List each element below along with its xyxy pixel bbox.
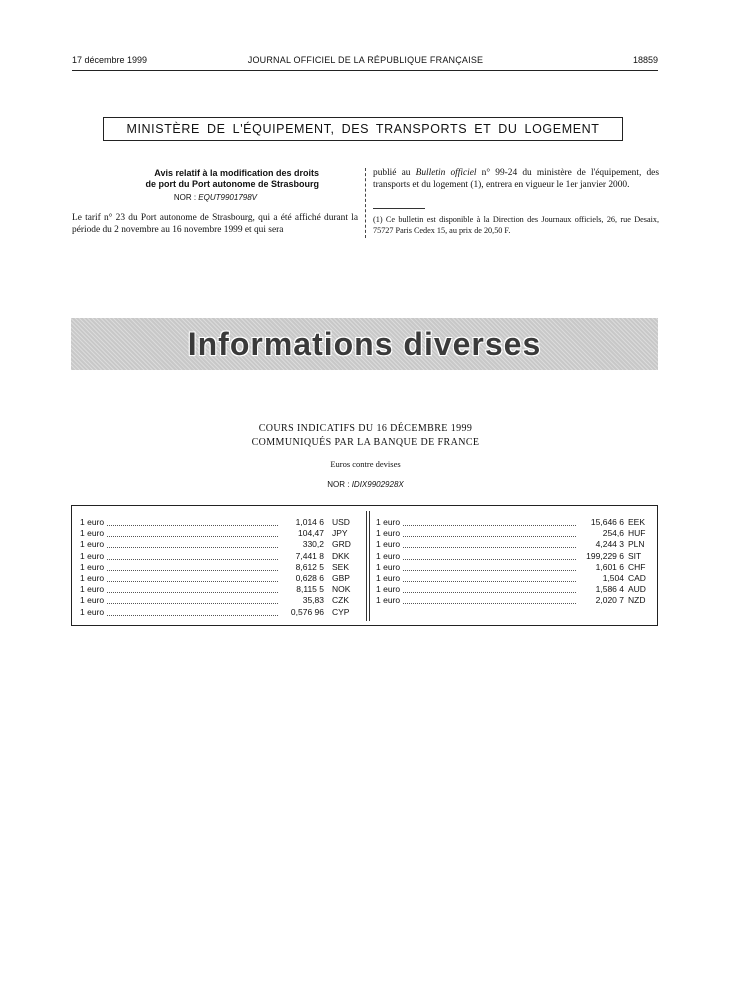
rate-value: 35,83 — [278, 595, 324, 606]
rate-currency: SEK — [332, 561, 350, 572]
dot-leader — [398, 547, 578, 548]
rate-label: 1 euro — [376, 550, 401, 561]
dot-leader — [398, 570, 578, 571]
rate-value: 2,020 7 — [576, 595, 624, 606]
dot-leader — [102, 603, 278, 604]
rate-value: 199,229 6 — [576, 551, 624, 562]
avis-nor-label: NOR : — [173, 193, 197, 202]
avis-cont-bulletin: Bulletin officiel — [415, 168, 477, 178]
dot-leader — [102, 581, 278, 582]
rate-value: 0,576 96 — [278, 607, 324, 618]
cours-nor-label: NOR : — [327, 480, 350, 489]
rate-row — [80, 595, 356, 606]
rate-label: 1 euro — [376, 584, 401, 595]
dot-leader — [102, 536, 278, 537]
rate-currency: CHF — [628, 561, 646, 572]
rate-currency: GRD — [332, 539, 351, 550]
cours-nor-code: IDIX9902928X — [351, 480, 404, 489]
column-divider — [365, 168, 366, 238]
dot-leader — [102, 525, 278, 526]
rate-row — [376, 517, 646, 528]
rate-row — [80, 539, 356, 550]
avis-continuation — [373, 167, 659, 191]
rate-value: 15,646 6 — [576, 517, 624, 528]
cours-subtitle: Euros contre devises — [330, 459, 401, 469]
avis-title-line1: Avis relatif à la modification des droits — [154, 168, 319, 178]
rate-value: 8,612 5 — [278, 562, 324, 573]
rate-label: 1 euro — [376, 528, 401, 539]
rate-currency: EEK — [628, 517, 646, 527]
rate-value: 8,115 5 — [278, 584, 324, 595]
page-number: 18859 — [632, 55, 658, 65]
rate-label: 1 euro — [80, 606, 105, 617]
footnote-rule — [373, 208, 425, 209]
journal-title: JOURNAL OFFICIEL DE LA RÉPUBLIQUE FRANÇAISE — [247, 55, 484, 65]
rate-value: 1,586 4 — [576, 584, 624, 595]
rate-currency: JPY — [332, 528, 348, 539]
avis-nor-code: EQUT9901798V — [198, 193, 257, 202]
dot-leader — [398, 525, 578, 526]
rate-currency: NZD — [628, 595, 646, 606]
rate-value: 0,628 6 — [278, 573, 324, 584]
rate-currency: AUD — [628, 584, 646, 595]
rates-right-column — [376, 517, 646, 607]
rate-value: 1,601 6 — [576, 562, 624, 573]
header-date: 17 décembre 1999 — [72, 55, 148, 65]
dot-leader — [102, 547, 278, 548]
rate-label: 1 euro — [376, 517, 401, 527]
rate-row — [80, 528, 356, 539]
dot-leader — [398, 559, 578, 560]
rate-value: 254,6 — [576, 528, 624, 539]
rate-row — [376, 573, 646, 584]
rate-row — [376, 528, 646, 539]
rate-value: 330,2 — [278, 539, 324, 550]
rate-row — [80, 517, 356, 528]
avis-title-line2: de port du Port autonome de Strasbourg — [145, 179, 319, 189]
dot-leader — [102, 592, 278, 593]
rate-label: 1 euro — [376, 561, 401, 572]
rate-currency: CYP — [332, 606, 350, 617]
rate-label: 1 euro — [80, 595, 105, 606]
dot-leader — [398, 603, 578, 604]
header-divider — [72, 70, 658, 71]
rate-value: 1,504 — [576, 573, 624, 584]
ministry-heading: MINISTÈRE DE L'ÉQUIPEMENT, DES TRANSPORTS ET DU LOGEMENT — [103, 117, 623, 141]
cours-nor — [0, 480, 731, 489]
dot-leader — [102, 559, 278, 560]
rate-value: 104,47 — [278, 528, 324, 539]
dot-leader — [102, 570, 278, 571]
rate-row — [376, 562, 646, 573]
rate-value: 7,441 8 — [278, 551, 324, 562]
rate-row — [80, 551, 356, 562]
rate-row — [376, 584, 646, 595]
rate-currency: GBP — [332, 572, 350, 583]
rate-currency: SIT — [628, 550, 642, 561]
rate-row — [80, 607, 356, 618]
cours-title-line1: COURS INDICATIFS DU 16 DÉCEMBRE 1999 — [258, 423, 473, 434]
avis-body: Le tarif n° 23 du Port autonome de Strasbourg, qui a été affiché durant la période du 2 novembre au 16 novembre 1999 et qui sera — [72, 213, 358, 235]
avis-title — [72, 168, 319, 190]
dot-leader — [102, 615, 278, 616]
rate-label: 1 euro — [80, 584, 105, 595]
rate-row — [80, 573, 356, 584]
rate-value: 4,244 3 — [576, 539, 624, 550]
avis-cont-prefix: publié au — [373, 168, 416, 178]
avis-nor — [72, 193, 257, 202]
rate-label: 1 euro — [80, 550, 105, 561]
rates-left-column — [80, 517, 356, 618]
cours-title-line2: COMMUNIQUÉS PAR LA BANQUE DE FRANCE — [251, 437, 480, 448]
rate-row — [376, 551, 646, 562]
rate-row — [80, 584, 356, 595]
rate-row — [376, 539, 646, 550]
avis-cont-suffix: n° 99-24 du ministère de l'équipement, des transports et du logement (1), entrera en vigueur le 1er janvier 2000. — [373, 168, 659, 190]
rate-label: 1 euro — [80, 528, 105, 539]
rate-currency: CZK — [332, 595, 349, 606]
rate-row — [80, 562, 356, 573]
rate-label: 1 euro — [80, 572, 105, 583]
banner-title: Informations diverses — [187, 325, 542, 362]
rate-label: 1 euro — [376, 595, 401, 606]
section-banner — [71, 318, 658, 370]
dot-leader — [398, 536, 578, 537]
rate-label: 1 euro — [80, 517, 105, 527]
rate-currency: HUF — [628, 528, 646, 539]
rate-row — [376, 595, 646, 606]
table-divider — [369, 511, 370, 621]
rate-label: 1 euro — [376, 539, 401, 550]
table-divider — [366, 511, 367, 621]
rate-currency: NOK — [332, 584, 351, 595]
dot-leader — [398, 592, 578, 593]
rate-label: 1 euro — [80, 561, 105, 572]
rate-currency: PLN — [628, 539, 645, 550]
dot-leader — [398, 581, 578, 582]
rate-currency: USD — [332, 517, 350, 527]
avis-footnote: (1) Ce bulletin est disponible à la Direction des Journaux officiels, 26, rue Desaix, 75727 Paris Cedex 15, au prix de 20,50 F. — [373, 215, 659, 235]
rate-currency: CAD — [628, 572, 646, 583]
rate-label: 1 euro — [376, 572, 401, 583]
rate-value: 1,014 6 — [278, 517, 324, 528]
rate-currency: DKK — [332, 550, 350, 561]
rate-label: 1 euro — [80, 539, 105, 550]
